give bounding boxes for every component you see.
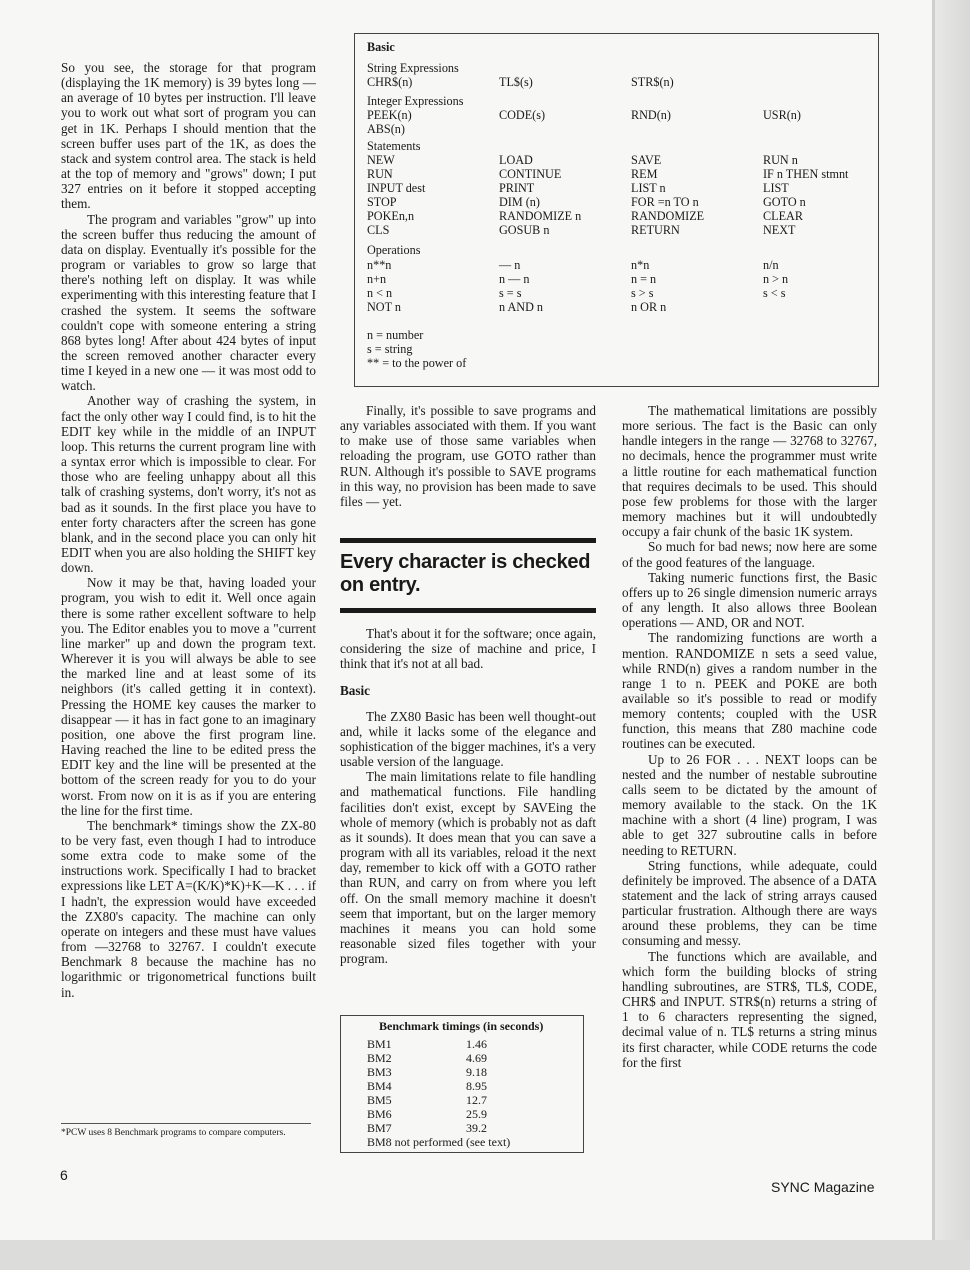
- benchmark-name: BM7: [367, 1121, 392, 1135]
- pull-quote: Every character is checked on entry.: [340, 551, 591, 596]
- keyword: n — n: [499, 272, 530, 286]
- paragraph: String functions, while adequate, could definitely be improved. The absence of a DATA statement and the lack of string arrays caused particular frustration. Although there are ways around these problems, they can be time consuming and messy.: [622, 857, 877, 949]
- table-note: BM8 not performed (see text): [367, 1135, 511, 1149]
- keyword: RUN: [367, 167, 393, 181]
- paragraph: The ZX80 Basic has been well thought-out and, while it lacks some of the elegance and sophistication of the bigger machines, it's a very usable version of the language.: [340, 708, 596, 770]
- keyword: n*n: [631, 258, 650, 272]
- benchmark-time: 39.2: [466, 1121, 487, 1135]
- keyword: RANDOMIZE n: [499, 209, 582, 223]
- keyword: USR(n): [763, 108, 801, 122]
- section-heading: Statements: [367, 139, 421, 153]
- keyword: CLS: [367, 223, 390, 237]
- keyword: n/n: [763, 258, 779, 272]
- keyword: STOP: [367, 195, 397, 209]
- keyword: n > n: [763, 272, 789, 286]
- benchmark-time: 4.69: [466, 1051, 487, 1065]
- paragraph: Another way of crashing the system, in fact the only other way I could find, is to hit the EDIT key while in the middle of an INPUT loop. This returns the current program line with a syntax error which is impossible to clear. For those who are feeling unhappy about all this talk of crashing systems, don't worry, it's not as bad as it sounds. In the first place you have to enter forty characters after the screen has gone blank, and in the second place you can only hit EDIT when you are also holding the SHIFT key down.: [61, 393, 316, 576]
- keyword: CODE(s): [499, 108, 546, 122]
- paragraph: Finally, it's possible to save programs and any variables associated with them. If you want to make use of those same variables when reloading the program, use GOTO rather than RUN. Although it's possible to SAVE programs in this way, no provision has been made to save files — yet.: [340, 403, 596, 509]
- keyword: n < n: [367, 286, 393, 300]
- keyword: s < s: [763, 286, 786, 300]
- article-column-right: [622, 403, 877, 1070]
- keyword: CLEAR: [763, 209, 803, 223]
- callout-rule-bottom: [340, 608, 596, 613]
- keyword: n**n: [367, 258, 392, 272]
- paragraph: The program and variables "grow" up into the screen buffer thus reducing the amount of data on display. Eventually it's possible for the program or variables to grow so large that there's nothing left on display. It was while experimenting with this interesting feature that I crashed the system. It seems the software couldn't cope with someone entering a string 868 bytes long! After about 424 bytes of input the screen removed another character every time I keyed in a new one — it was most odd to watch.: [61, 211, 316, 394]
- basic-reference-box: [354, 33, 879, 387]
- magazine-name: SYNC Magazine: [771, 1179, 875, 1195]
- paragraph: The functions which are available, and which form the building blocks of string handling subroutines, are STR$, TL$, CODE, CHR$ and INPUT. STR$(n) returns a string of 1 to 6 characters representing the signed, decimal value of n. TL$ returns a string minus its first character, while CODE returns the code for the first: [622, 948, 877, 1070]
- footnote: *PCW uses 8 Benchmark programs to compare computers.: [61, 1123, 311, 1139]
- keyword: n OR n: [631, 300, 667, 314]
- keyword: s = s: [499, 286, 522, 300]
- paragraph: The main limitations relate to file handling and mathematical functions. File handling facilities don't exist, except by SAVEing the whole of memory (which is probably not as daft as it sounds). It does mean that you can save a program with all its variables, reload it the next day, remember to kick off with a GOTO rather than RUN, and carry on from where you left off. On the small memory machine it doesn't seem that important, but on the larger memory machines it means you can hold some reasonable sized files together with your program.: [340, 769, 596, 967]
- paragraph: That's about it for the software; once again, considering the size of machine and price, I think that it's not at all bad.: [340, 626, 596, 672]
- benchmark-time: 25.9: [466, 1107, 487, 1121]
- keyword: IF n THEN stmnt: [763, 167, 849, 181]
- section-heading: String Expressions: [367, 61, 459, 75]
- keyword: GOTO n: [763, 195, 806, 209]
- section-subhead: Basic: [340, 683, 371, 699]
- table-row: [367, 1079, 547, 1093]
- paragraph: Taking numeric functions first, the Basic offers up to 26 single dimension numeric arrays of any length. It also allows three Boolean operations — AND, OR and NOT.: [622, 569, 877, 631]
- keyword: SAVE: [631, 153, 662, 167]
- keyword: GOSUB n: [499, 223, 550, 237]
- keyword: STR$(n): [631, 75, 674, 89]
- legend-item: n = number: [367, 328, 424, 342]
- benchmark-name: BM3: [367, 1065, 392, 1079]
- paragraph: Up to 26 FOR . . . NEXT loops can be nested and the number of nestable subroutine calls seem to be dictated by the amount of memory available to the stack. On the 1K machine with a short (4 line) program, I was able to get 327 subroutine calls in before needing to RETURN.: [622, 751, 877, 858]
- section-heading: Operations: [367, 243, 421, 257]
- keyword: n+n: [367, 272, 387, 286]
- keyword: LIST: [763, 181, 789, 195]
- keyword: n AND n: [499, 300, 544, 314]
- table-row: [367, 1093, 547, 1107]
- benchmark-name: BM6: [367, 1107, 392, 1121]
- paragraph: So much for bad news; now here are some of the good features of the language.: [622, 539, 877, 570]
- table-row: [367, 1065, 547, 1079]
- keyword: n = n: [631, 272, 657, 286]
- table-row: [367, 1121, 547, 1135]
- keyword: NEW: [367, 153, 395, 167]
- keyword: NEXT: [763, 223, 796, 237]
- benchmark-name: BM2: [367, 1051, 392, 1065]
- article-column-left: [61, 60, 316, 1000]
- benchmark-name: BM5: [367, 1093, 392, 1107]
- legend-item: ** = to the power of: [367, 356, 467, 370]
- keyword: — n: [499, 258, 521, 272]
- keyword: INPUT dest: [367, 181, 426, 195]
- box-title: Basic: [367, 40, 395, 54]
- keyword: PEEK(n): [367, 108, 412, 122]
- keyword: PRINT: [499, 181, 535, 195]
- table-row: [367, 1107, 547, 1121]
- keyword: REM: [631, 167, 658, 181]
- page-bottom-edge: [0, 1240, 970, 1270]
- keyword: LOAD: [499, 153, 533, 167]
- article-column-middle: [340, 626, 596, 966]
- benchmark-time: 9.18: [466, 1065, 487, 1079]
- paragraph: The mathematical limitations are possibly more serious. The fact is the Basic can only handle integers in the range — 32768 to 32767, no decimals, hence the programmer must write a little routine for each mathematical function that requires decimals to be used. This should pose few problems for those with the larger memory machines but it will undoubtedly occupy a fair chunk of the basic 1K system.: [622, 403, 877, 540]
- keyword: RANDOMIZE: [631, 209, 705, 223]
- benchmark-name: BM1: [367, 1037, 392, 1051]
- keyword: RUN n: [763, 153, 798, 167]
- keyword: LIST n: [631, 181, 666, 195]
- paragraph: The randomizing functions are worth a mention. RANDOMIZE n sets a seed value, while RND(n) gives a random number in the range 1 to n. PEEK and POKE are both available so it's possible to read or modify memory contents; coupled with the USR function, this means that Z80 machine code routines can be executed.: [622, 630, 877, 752]
- table-row: [367, 1051, 547, 1065]
- table-row: [367, 1037, 547, 1051]
- article-column-middle-top: [340, 403, 596, 509]
- table-title: Benchmark timings (in seconds): [379, 1019, 544, 1033]
- section-heading: Integer Expressions: [367, 94, 464, 108]
- benchmark-table: [340, 1015, 584, 1153]
- paragraph: So you see, the storage for that program (displaying the 1K memory) is 39 bytes long — an average of 10 bytes per instruction. I'll leave you to work out what sort of program you can get in 1K. Perhaps I should mention that the screen buffer uses part of the 1K, as does the stack and system control area. The stack is held at the top of memory and "grows" down; I put 327 entries on it before it stopped accepting them.: [61, 60, 316, 212]
- keyword: NOT n: [367, 300, 401, 314]
- page-number: 6: [60, 1167, 68, 1183]
- legend-item: s = string: [367, 342, 413, 356]
- keyword: ABS(n): [367, 122, 405, 136]
- benchmark-name: BM4: [367, 1079, 392, 1093]
- binding-spine: [935, 0, 970, 1270]
- keyword: CHR$(n): [367, 75, 413, 89]
- keyword: s > s: [631, 286, 654, 300]
- benchmark-time: 12.7: [466, 1093, 487, 1107]
- keyword: RND(n): [631, 108, 671, 122]
- benchmark-time: 8.95: [466, 1079, 487, 1093]
- paragraph: Now it may be that, having loaded your program, you wish to edit it. Well once again there is some rather excellent software to help you. The Editor enables you to move a "current line marker" up and down the program text. Wherever it is you will always be able to see the marked line and at least some of its neighbors (it's called getting it in context). Pressing the HOME key causes the marker to disappear — it has in fact gone to an imaginary position, one above the first program line. Having reached the line to be edited press the EDIT key and the line will be presented at the bottom of the screen ready for you to do your worst. From now on it is as if you are entering the line for the first time.: [61, 575, 316, 818]
- keyword: CONTINUE: [499, 167, 562, 181]
- keyword: TL$(s): [499, 75, 533, 89]
- keyword: DIM (n): [499, 195, 540, 209]
- keyword: RETURN: [631, 223, 680, 237]
- benchmark-time: 1.46: [466, 1037, 487, 1051]
- keyword: FOR =n TO n: [631, 195, 699, 209]
- keyword: POKEn,n: [367, 209, 415, 223]
- callout-rule-top: [340, 538, 596, 543]
- paragraph: The benchmark* timings show the ZX-80 to be very fast, even though I had to introduce some extra code to make some of the instructions work. Specifically I had to bracket expressions like LET A=(K/K)*K)+K—K . . . if I hadn't, the expression would have exceeded the ZX80's capacity. The machine can only operate on integers and these must have values from —32768 to 32767. I couldn't execute Benchmark 8 because the machine has no logarithmic or trigonometrical functions built in.: [61, 817, 316, 1000]
